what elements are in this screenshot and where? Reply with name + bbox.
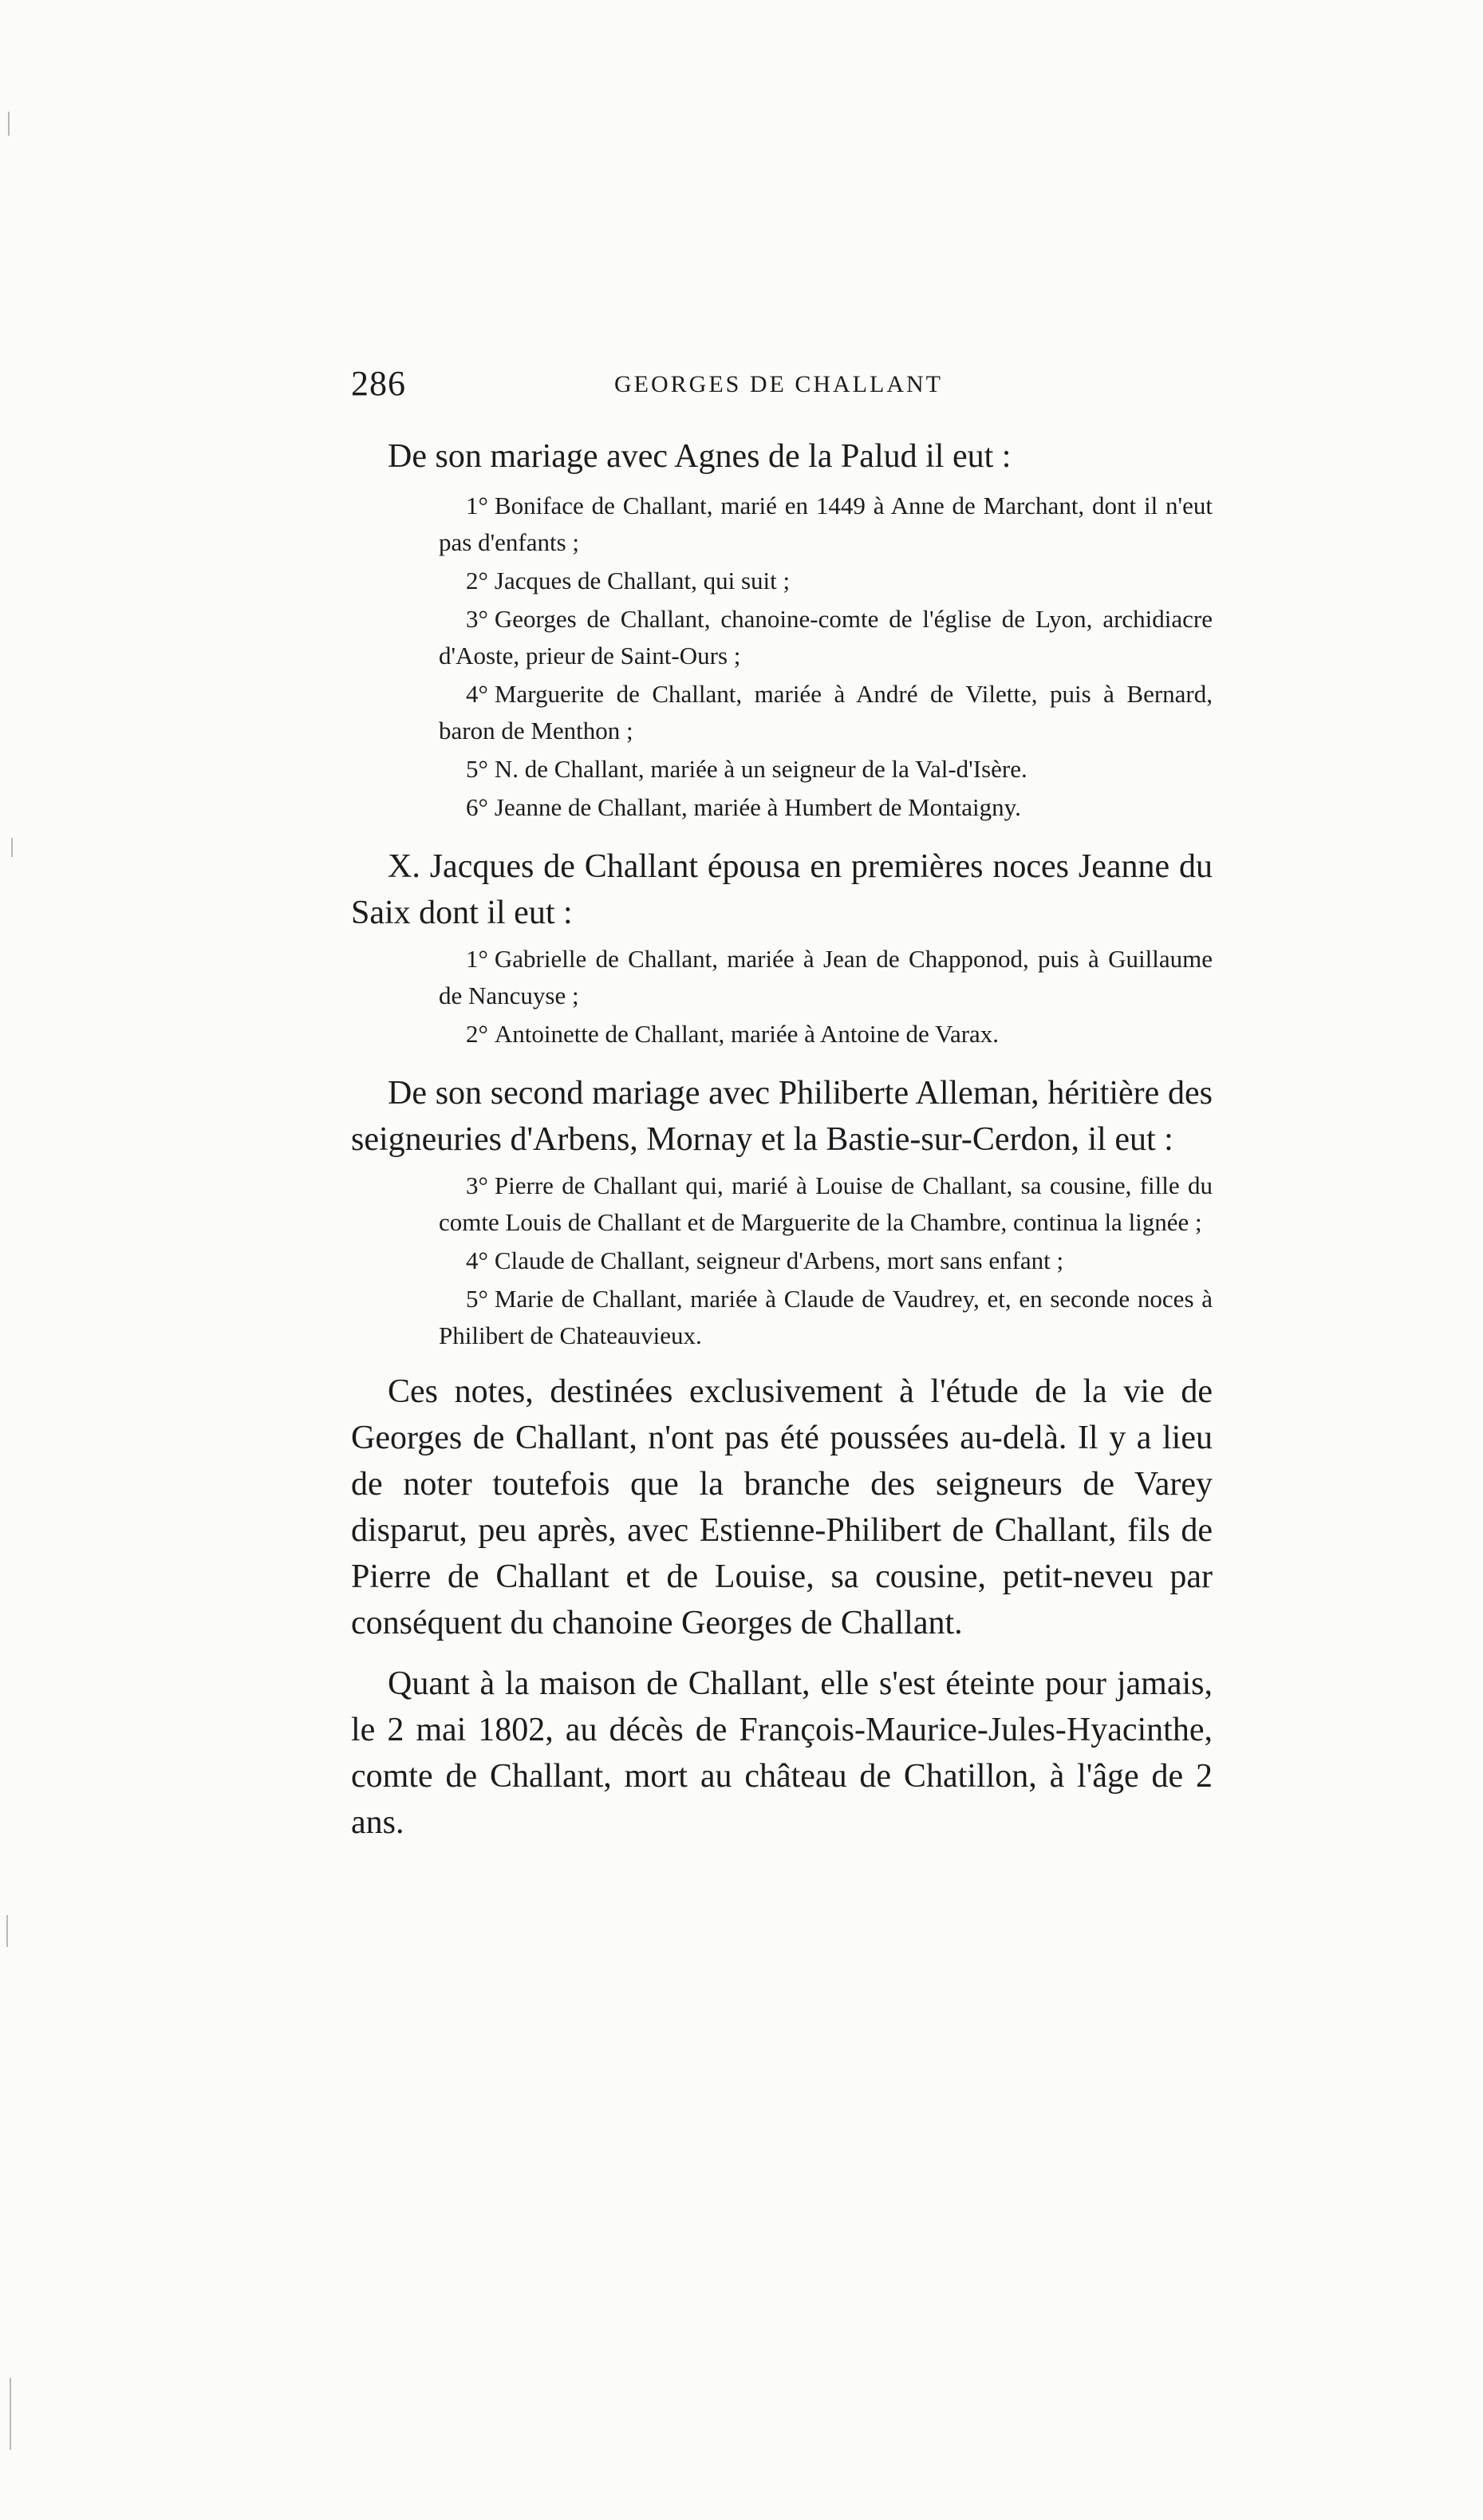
item-number: 5° [466, 755, 488, 783]
item-text: Pierre de Challant qui, marié à Louise de Challant, sa cousine, fille du comte Louis de Challant et de Marguerite de la Chambre, continua la lignée ; [439, 1171, 1213, 1236]
paragraph-closing-extinction: Quant à la maison de Challant, elle s'est éteinte pour jamais, le 2 mai 1802, au décès de François-Maurice-Jules-Hyacinthe, comte de Challant, mort au château de Chatillon, à l'âge de 2 ans. [351, 1665, 1213, 1841]
item-number: 4° [466, 680, 488, 708]
item-number: 1° [466, 492, 488, 519]
list-item [439, 1242, 1213, 1279]
list-item [439, 488, 1213, 561]
item-text: Marguerite de Challant, mariée à André de Vilette, puis à Bernard, baron de Menthon ; [439, 680, 1213, 745]
list-item [439, 676, 1213, 749]
list-item [439, 601, 1213, 674]
item-number: 1° [466, 945, 488, 973]
paragraph-jacques-second: De son second mariage avec Philiberte Alleman, héritière des seigneuries d'Arbens, Mornay et la Bastie-sur-Cerdon, il eut : [351, 1075, 1213, 1158]
item-text: Jacques de Challant, qui suit ; [494, 567, 791, 594]
item-text: Boniface de Challant, marié en 1449 à Anne de Marchant, dont il n'eut pas d'enfants ; [439, 492, 1213, 556]
item-text: Georges de Challant, chanoine-comte de l'église de Lyon, archidiacre d'Aoste, prieur de Saint-Ours ; [439, 605, 1213, 669]
item-text: Marie de Challant, mariée à Claude de Vaudrey, et, en seconde noces à Philibert de Chateauvieux. [439, 1285, 1213, 1349]
item-text: N. de Challant, mariée à un seigneur de la Val-d'Isère. [494, 755, 1027, 783]
item-number: 6° [466, 793, 488, 821]
item-text: Claude de Challant, seigneur d'Arbens, mort sans enfant ; [494, 1246, 1064, 1274]
item-text: Antoinette de Challant, mariée à Antoine de Varax. [494, 1020, 1000, 1048]
item-number: 2° [466, 567, 488, 594]
children-list-jacques-second [439, 1167, 1213, 1354]
item-number: 3° [466, 1171, 488, 1199]
paragraph-first-marriage: De son mariage avec Agnes de la Palud il eut : [388, 438, 1012, 475]
scan-edge-mark [11, 838, 13, 857]
list-item [439, 941, 1213, 1014]
children-list-first-marriage [439, 488, 1213, 826]
running-title: GEORGES DE CHALLANT [614, 371, 943, 397]
list-item [439, 751, 1213, 788]
list-item [439, 789, 1213, 826]
running-head [351, 363, 1213, 411]
item-text: Jeanne de Challant, mariée à Humbert de Montaigny. [494, 793, 1021, 821]
scan-edge-mark [8, 112, 10, 136]
scan-edge-mark [10, 2378, 11, 2450]
list-item [439, 1016, 1213, 1053]
scan-edge-mark [6, 1915, 8, 1947]
item-number: 4° [466, 1246, 488, 1274]
paragraph-jacques-first: X. Jacques de Challant épousa en premières noces Jeanne du Saix dont il eut : [351, 848, 1213, 931]
children-list-jacques-first [439, 941, 1213, 1053]
item-text: Gabrielle de Challant, mariée à Jean de Chapponod, puis à Guillaume de Nancuyse ; [439, 945, 1213, 1009]
item-number: 5° [466, 1285, 488, 1313]
item-number: 3° [466, 605, 488, 633]
page-number: 286 [351, 364, 406, 403]
item-number: 2° [466, 1020, 488, 1048]
list-item [439, 563, 1213, 599]
paragraph-closing-notes: Ces notes, destinées exclusivement à l'étude de la vie de Georges de Challant, n'ont pas été poussées au-delà. Il y a lieu de noter toutefois que la branche des seigneurs de Varey disparut, peu après, avec Estienne-Philibert de Challant, fils de Pierre de Challant et de Louise, sa cousine, petit-neveu par conséquent du chanoine Georges de Challant. [351, 1373, 1213, 1641]
document-page [351, 363, 1213, 1846]
list-item [439, 1167, 1213, 1241]
list-item [439, 1281, 1213, 1354]
